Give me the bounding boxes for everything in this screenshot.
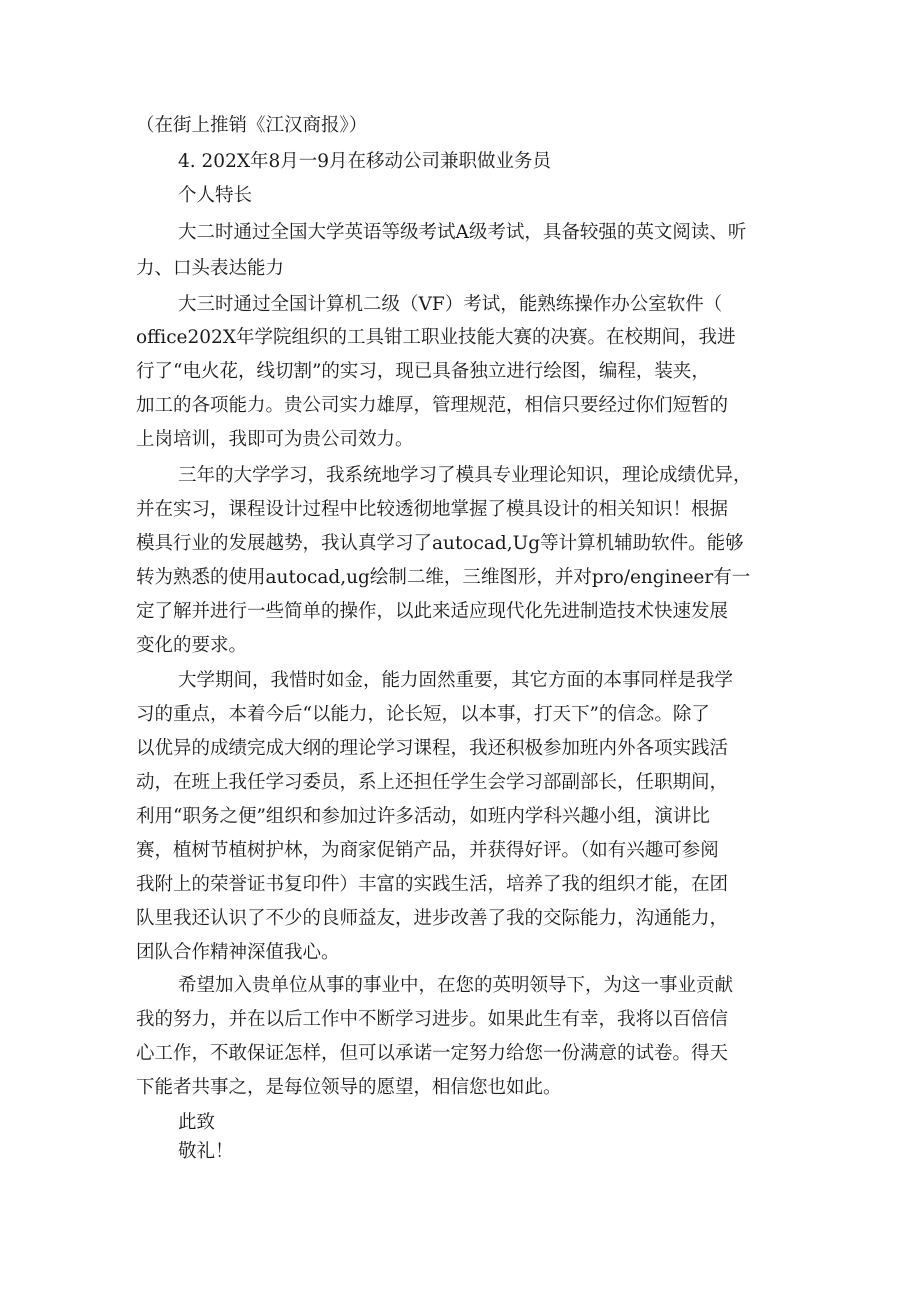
- text-line: 转为熟悉的使用autocad,ug绘制二维，三维图形，并对pro/engineer有一: [136, 567, 751, 588]
- text-line: 行了“电火花，线切割”的实习，现已具备独立进行绘图，编程，装夹，: [136, 361, 710, 382]
- closing-line: 此致: [178, 1112, 216, 1133]
- text-line: 以优异的成绩完成大纲的理论学习课程，我还积极参加班内外各项实践活: [136, 738, 729, 759]
- text-line: 动，在班上我任学习委员，系上还担任学生会学习部副部长，任职期间，: [136, 772, 729, 793]
- text-line: 团队合作精神深值我心。: [136, 942, 340, 963]
- text-line: 大三时通过全国计算机二级（VF）考试，能熟练操作办公室软件（: [178, 294, 723, 315]
- text-line: 加工的各项能力。贵公司实力雄厚，管理规范，相信只要经过你们短暂的: [136, 395, 729, 416]
- text-line: 希望加入贵单位从事的事业中，在您的英明领导下，为这一事业贡献: [178, 975, 734, 996]
- text-line: 利用“职务之便”组织和参加过许多活动，如班内学科兴趣小组，演讲比: [136, 806, 710, 827]
- text-line: 大二时通过全国大学英语等级考试A级考试，具备较强的英文阅读、听: [178, 222, 747, 243]
- text-line: 我附上的荣誉证书复印件）丰富的实践生活，培养了我的组织才能，在团: [136, 874, 729, 895]
- text-line: office202X年学院组织的工具钳工职业技能大赛的决赛。在校期间，我进: [136, 327, 736, 348]
- text-line: 我的努力，并在以后工作中不断学习进步。如果此生有幸，我将以百倍信: [136, 1009, 729, 1030]
- text-line: 大学期间，我惜时如金，能力固然重要，其它方面的本事同样是我学: [178, 670, 734, 691]
- text-line: 变化的要求。: [136, 635, 248, 656]
- text-line: 三年的大学学习，我系统地学习了模具专业理论知识，理论成绩优异，: [178, 465, 752, 486]
- text-line: 下能者共事之，是每位领导的愿望，相信您也如此。: [136, 1077, 562, 1098]
- closing-line: 敬礼！: [178, 1141, 234, 1162]
- section-heading: 个人特长: [178, 185, 253, 206]
- text-line: 力、口头表达能力: [136, 258, 285, 279]
- text-line: 队里我还认识了不少的良师益友，进步改善了我的交际能力，沟通能力，: [136, 908, 729, 929]
- text-line: 定了解并进行一些简单的操作，以此来适应现代化先进制造技术快速发展: [136, 601, 729, 622]
- text-line: 赛，植树节植树护林，为商家促销产品，并获得好评。（如有兴趣可参阅: [136, 840, 719, 861]
- text-line: 上岗培训，我即可为贵公司效力。: [136, 429, 414, 450]
- text-line: 模具行业的发展越势，我认真学习了autocad,Ug等计算机辅助软件。能够: [136, 533, 744, 554]
- text-line: 习的重点，本着今后“以能力，论长短，以本事，打天下”的信念。除了: [136, 704, 710, 725]
- text-line: 并在实习，课程设计过程中比较透彻地掌握了模具设计的相关知识！根据: [136, 499, 729, 520]
- text-line: （在街上推销《江汉商报》）: [136, 115, 368, 136]
- text-line: 心工作，不敢保证怎样，但可以承诺一定努力给您一份满意的试卷。得天: [136, 1043, 729, 1064]
- text-line: 4. 202X年8月一9月在移动公司兼职做业务员: [178, 151, 552, 172]
